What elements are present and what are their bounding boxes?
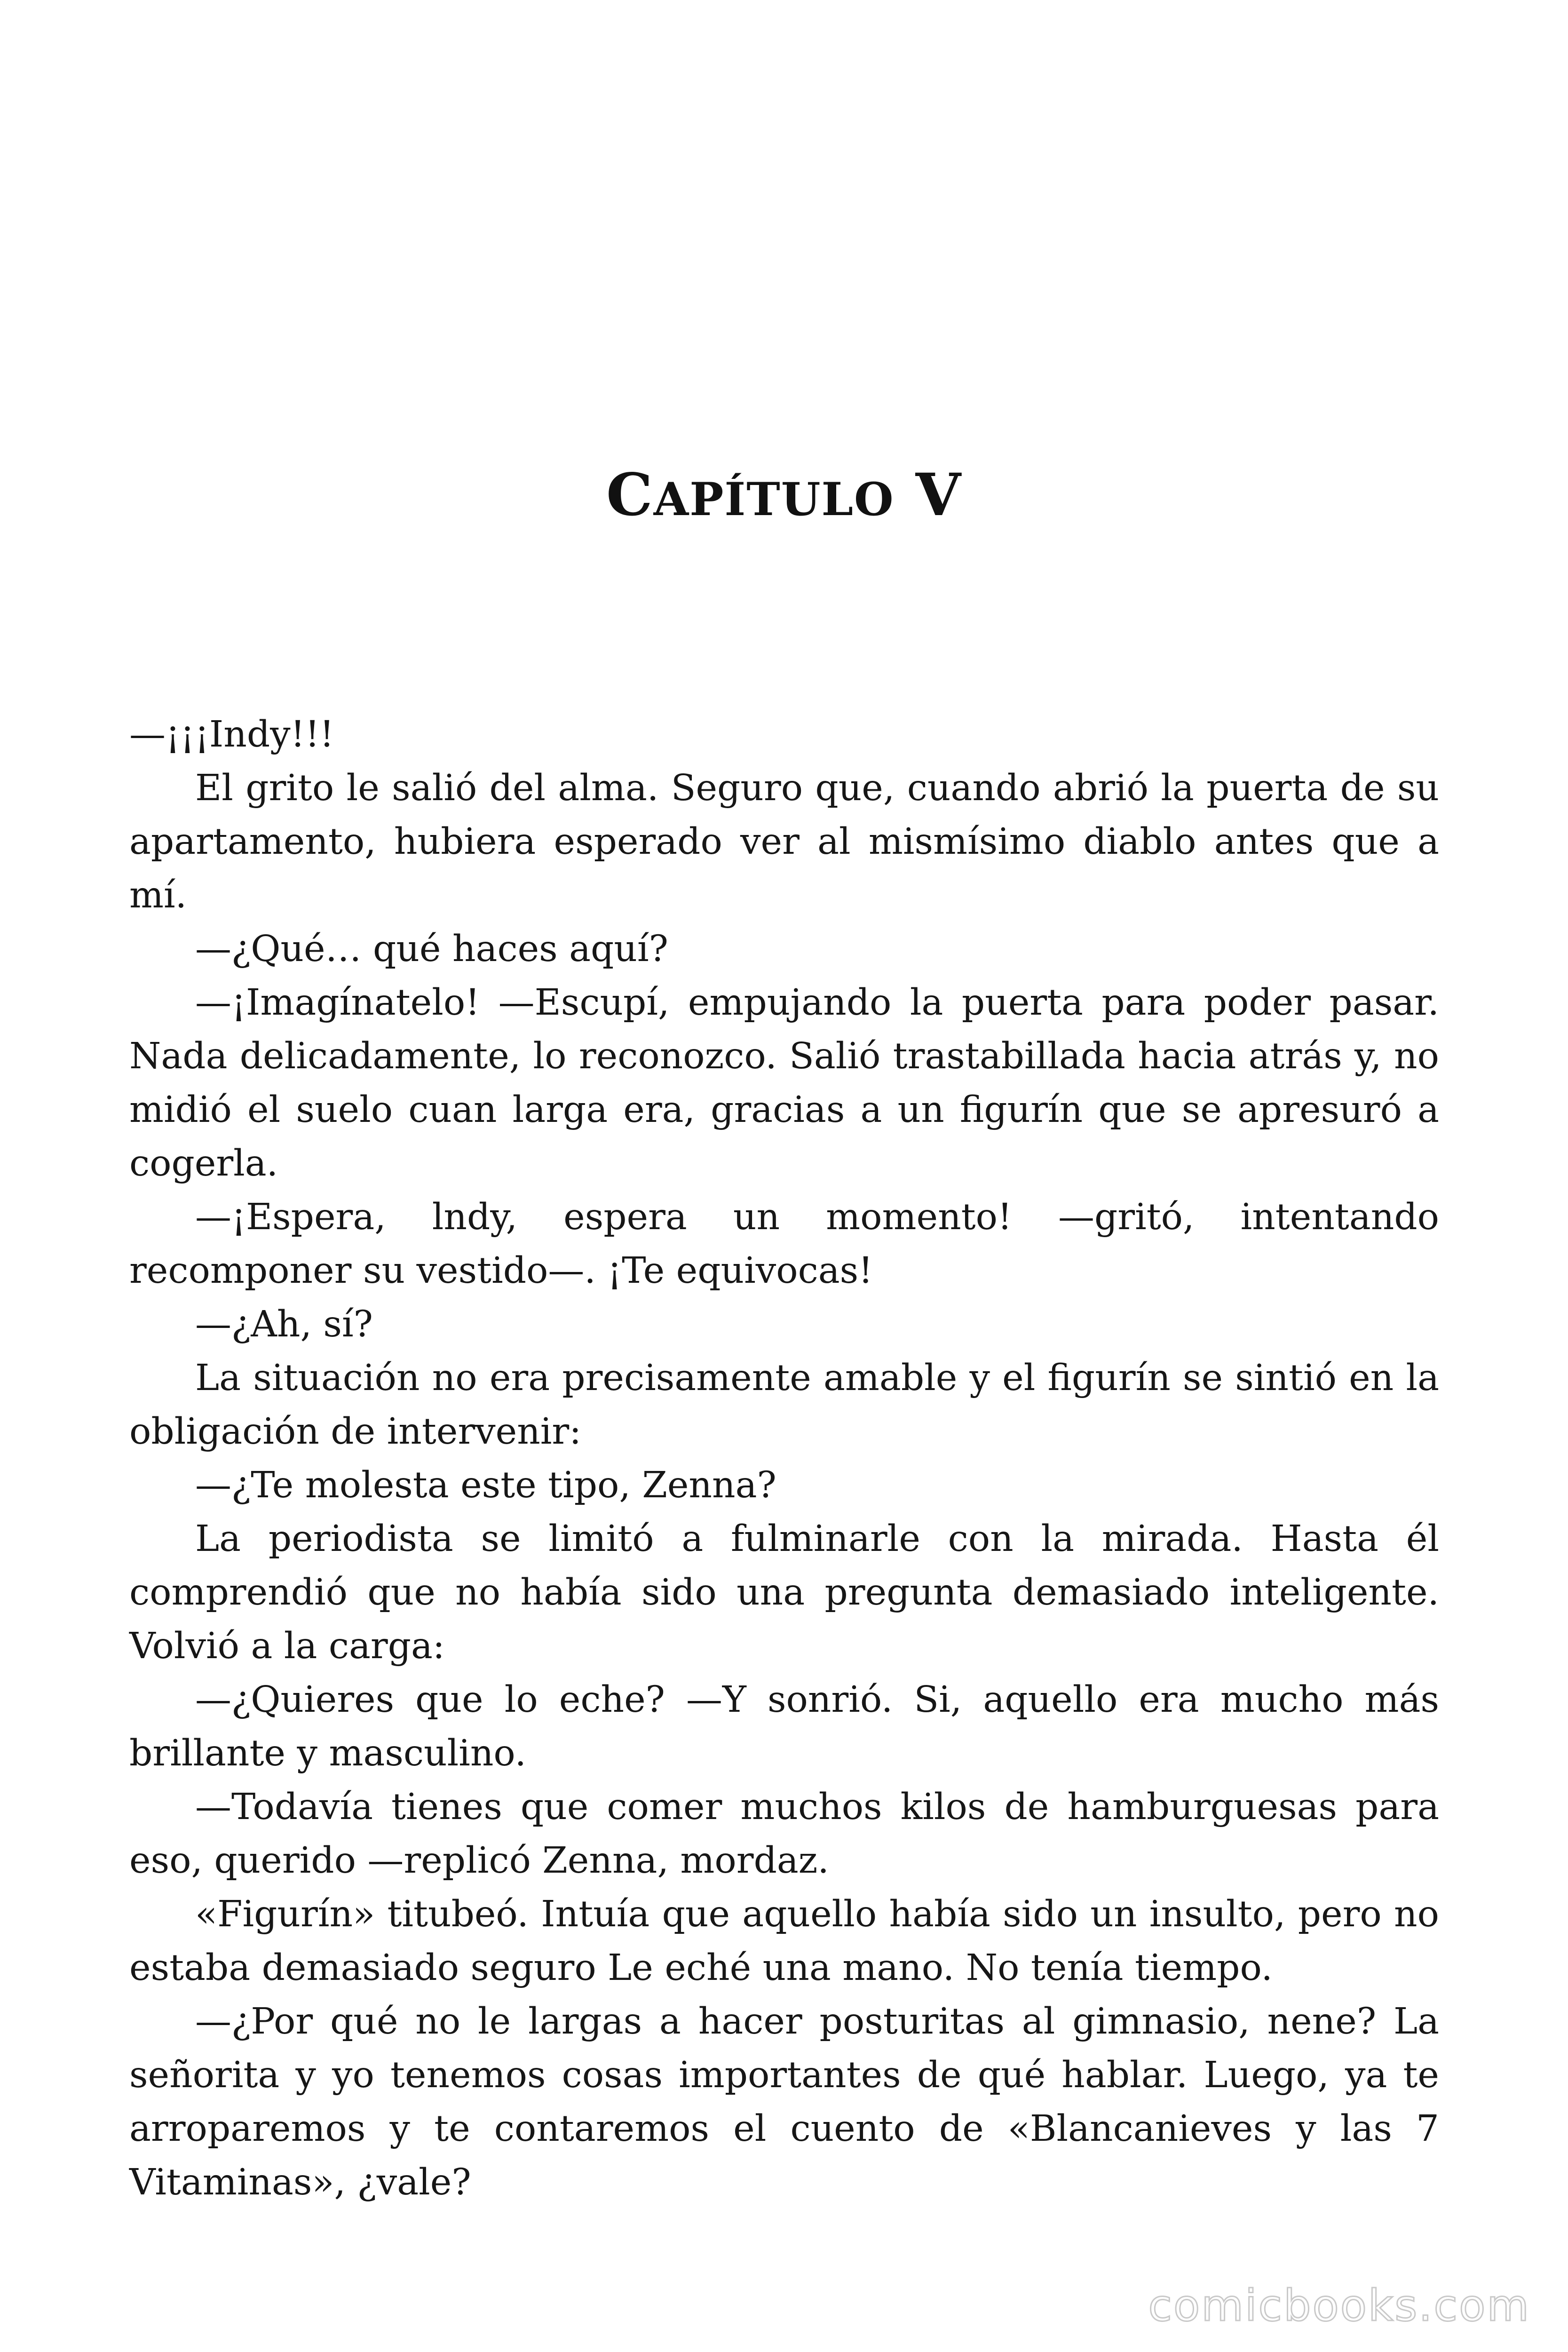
watermark: comicbooks.com	[1148, 2280, 1530, 2331]
paragraph: La situación no era precisamente amable y el figurín se sintió en la obligación de intervenir:	[129, 1357, 1439, 1453]
paragraph: —¿Ah, sí?	[195, 1303, 373, 1345]
chapter-body	[129, 708, 1439, 2209]
paragraph: —Todavía tienes que comer muchos kilos de hamburguesas para eso, querido —replicó Zenna, mordaz.	[129, 1786, 1439, 1882]
paragraph: El grito le salió del alma. Seguro que, cuando abrió la puerta de su apartamento, hubiera esperado ver al mismísimo diablo antes que a mí.	[129, 767, 1439, 916]
paragraph: —¡Espera, lndy, espera un momento! —gritó, intentando recomponer su vestido—. ¡Te equivocas!	[129, 1196, 1439, 1292]
paragraph: —¡Imagínatelo! —Escupí, empujando la puerta para poder pasar. Nada delicadamente, lo reconozco. Salió trastabillada hacia atrás y, no midió el suelo cuan larga era, gracias a un figurín que se apresuró a cogerla.	[129, 982, 1439, 1184]
paragraph: —¿Por qué no le largas a hacer posturitas al gimnasio, nene? La señorita y yo tenemos cosas importantes de qué hablar. Luego, ya te arroparemos y te contaremos el cuento de «Blancanieves y las 7 Vitaminas», ¿vale?	[129, 2001, 1439, 2203]
chapter-numeral: V	[915, 461, 962, 529]
paragraph: «Figurín» titubeó. Intuía que aquello había sido un insulto, pero no estaba demasiado seguro Le eché una mano. No tenía tiempo.	[129, 1893, 1439, 1989]
paragraph: —¿Te molesta este tipo, Zenna?	[195, 1464, 776, 1506]
chapter-title	[0, 461, 1568, 529]
chapter-title-initial: C	[606, 461, 654, 529]
paragraph: —¿Qué… qué haces aquí?	[195, 928, 668, 970]
paragraph: —¿Quieres que lo eche? —Y sonrió. Si, aquello era mucho más brillante y masculino.	[129, 1679, 1439, 1774]
chapter-title-word: APÍTULO	[653, 473, 895, 526]
paragraph: —¡¡¡Indy!!!	[129, 714, 334, 755]
paragraph: La periodista se limitó a fulminarle con la mirada. Hasta él comprendió que no había sido una pregunta demasiado inteligente. Volvió a la carga:	[129, 1518, 1439, 1667]
